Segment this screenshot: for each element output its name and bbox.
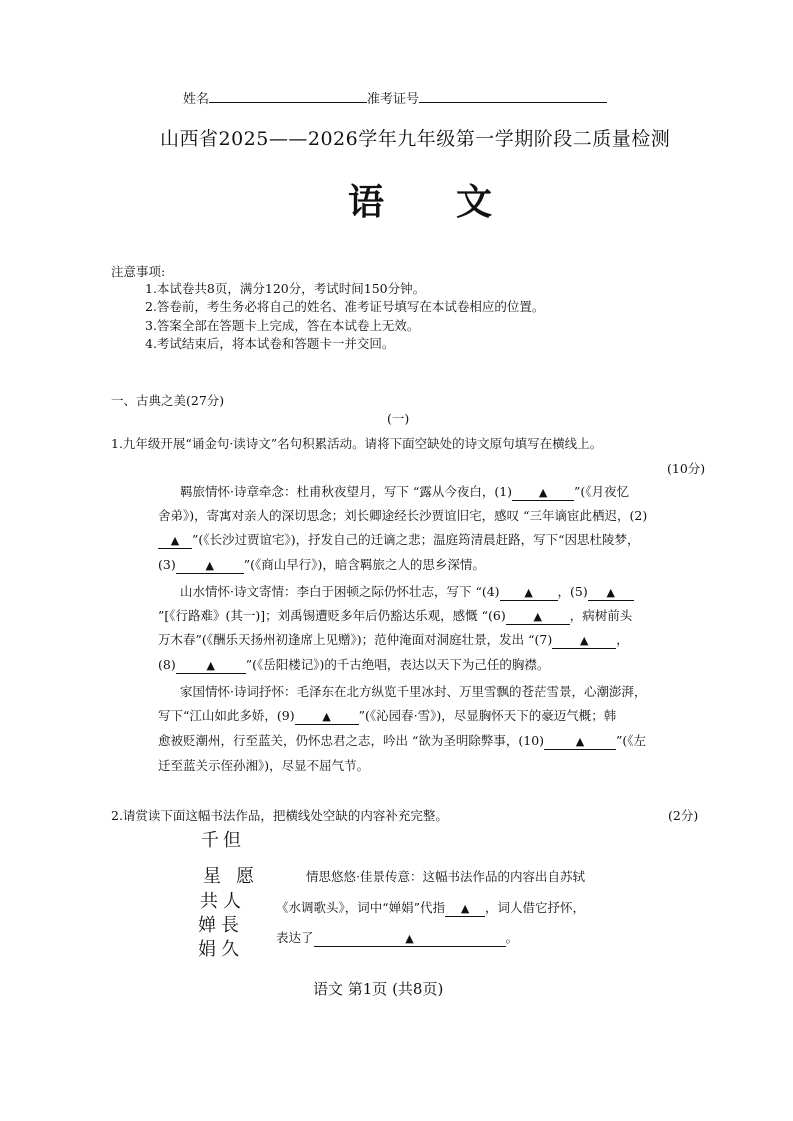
para2-line1: 山水情怀·诗文寄情：李白于困顿之际仍怀壮志，写下 “(4) ▲ ，(5) ▲ bbox=[180, 580, 634, 604]
page-footer: 语文 第1页 (共8页) bbox=[313, 980, 444, 998]
para2-line3: 万木春”(《酬乐天扬州初逢席上见赠》)；范仲淹面对洞庭壮景，发出 “(7) ▲ ， bbox=[158, 632, 629, 647]
answer-blank-5[interactable]: ▲ bbox=[588, 585, 634, 601]
calligraphy-char: 娟 bbox=[198, 939, 216, 960]
q2-line2: 《水调歌头》，词中“婵娟”代指 ▲ ，词人借它抒怀， bbox=[276, 900, 586, 915]
answer-blank-1[interactable]: ▲ bbox=[512, 485, 574, 501]
para2-line2: ”[《行路难》(其一)]；刘禹锡遭贬多年后仍豁达乐观，感慨 “(6) ▲ ，病树前头 bbox=[158, 608, 633, 623]
calligraphy-char: 但 bbox=[223, 830, 241, 851]
section-heading: 一、古典之美(27分) bbox=[111, 393, 225, 408]
notes-heading: 注意事项: bbox=[111, 264, 166, 279]
calligraphy-char: 愿 bbox=[236, 866, 254, 887]
answer-blank-q2a[interactable]: ▲ bbox=[445, 901, 485, 917]
header-line bbox=[183, 88, 607, 107]
para1-line3: ▲ ”(《长沙过贾谊宅》)，抒发自己的迁谪之悲；温庭筠清晨赶路，写下“因思杜陵梦， bbox=[158, 528, 640, 552]
para1-line1: 羁旅情怀·诗章牵念：杜甫秋夜望月，写下 “露从今夜白，(1) ▲ ”(《月夜忆 bbox=[180, 484, 630, 499]
answer-blank-10[interactable]: ▲ bbox=[544, 734, 616, 750]
answer-blank-7[interactable]: ▲ bbox=[552, 633, 616, 649]
question-2: 2.请赏读下面这幅书法作品，把横线处空缺的内容补充完整。 bbox=[111, 808, 448, 823]
question-1-score: (10分) bbox=[667, 461, 706, 476]
calligraphy-char: 久 bbox=[221, 939, 239, 960]
q2-line3: 表达了 ▲ 。 bbox=[276, 930, 519, 945]
q2-line1: 情思悠悠·佳景传意：这幅书法作品的内容出自苏轼 bbox=[306, 869, 585, 884]
calligraphy-char: 人 bbox=[223, 891, 241, 912]
answer-blank-4[interactable]: ▲ bbox=[500, 585, 558, 601]
part-label: (一) bbox=[387, 411, 410, 426]
para3-line1: 家国情怀·诗词抒怀：毛泽东在北方纵览千里冰封、万里雪飘的苍茫雪景，心潮澎湃， bbox=[180, 684, 647, 699]
para3-line2: 写下“江山如此多娇，(9) ▲ ”(《沁园春·雪》)，尽显胸怀天下的豪迈气概；韩 bbox=[158, 708, 617, 723]
calligraphy-char: 共 bbox=[200, 891, 218, 912]
para2-line4: (8) ▲ ”(《岳阳楼记》)的千古绝唱，表达以天下为己任的胸襟。 bbox=[158, 657, 550, 672]
answer-blank-q2b[interactable]: ▲ bbox=[314, 931, 506, 947]
question-1: 1.九年级开展“诵金句·读诗文”名句积累活动。请将下面空缺处的诗文原句填写在横线上。 bbox=[111, 436, 603, 451]
para3-line3: 愈被贬潮州，行至蓝关，仍怀忠君之志，吟出 “欲为圣明除弊事，(10) ▲ ”(《左 bbox=[158, 733, 647, 748]
answer-blank-9[interactable]: ▲ bbox=[295, 709, 359, 725]
para1-line4: (3) ▲ ”(《商山早行》)，暗含羁旅之人的思乡深情。 bbox=[158, 557, 485, 572]
notes-item: 3.答案全部在答题卡上完成，答在本试卷上无效。 bbox=[145, 318, 420, 333]
answer-blank-2[interactable]: ▲ bbox=[158, 533, 192, 549]
subject-title: 语 文 bbox=[348, 181, 493, 223]
name-field[interactable] bbox=[209, 88, 367, 103]
answer-blank-8[interactable]: ▲ bbox=[176, 658, 246, 674]
name-label: 姓名 bbox=[183, 92, 210, 107]
exam-title: 山西省2025——2026学年九年级第一学期阶段二质量检测 bbox=[160, 128, 671, 150]
para3-line4: 迁至蓝关示侄孙湘》)，尽显不屈气节。 bbox=[158, 758, 370, 773]
calligraphy-char: 長 bbox=[221, 915, 239, 936]
para1-line2: 舍弟》)，寄寓对亲人的深切思念；刘长卿途经长沙贾谊旧宅，感叹 “三年谪宦此栖迟，(2) bbox=[158, 508, 648, 523]
answer-blank-6[interactable]: ▲ bbox=[506, 609, 570, 625]
question-2-score: (2分) bbox=[668, 808, 699, 823]
calligraphy-char: 婵 bbox=[198, 915, 216, 936]
id-field[interactable] bbox=[419, 88, 607, 103]
id-label: 准考证号 bbox=[367, 92, 420, 107]
notes-item: 4.考试结束后，将本试卷和答题卡一并交回。 bbox=[145, 336, 395, 351]
notes-item: 1.本试卷共8页，满分120分，考试时间150分钟。 bbox=[145, 281, 426, 296]
calligraphy-char: 千 bbox=[201, 830, 219, 851]
calligraphy-char: 星 bbox=[203, 866, 221, 887]
notes-item: 2.答卷前，考生务必将自己的姓名、准考证号填写在本试卷相应的位置。 bbox=[145, 299, 545, 314]
answer-blank-3[interactable]: ▲ bbox=[176, 558, 244, 574]
